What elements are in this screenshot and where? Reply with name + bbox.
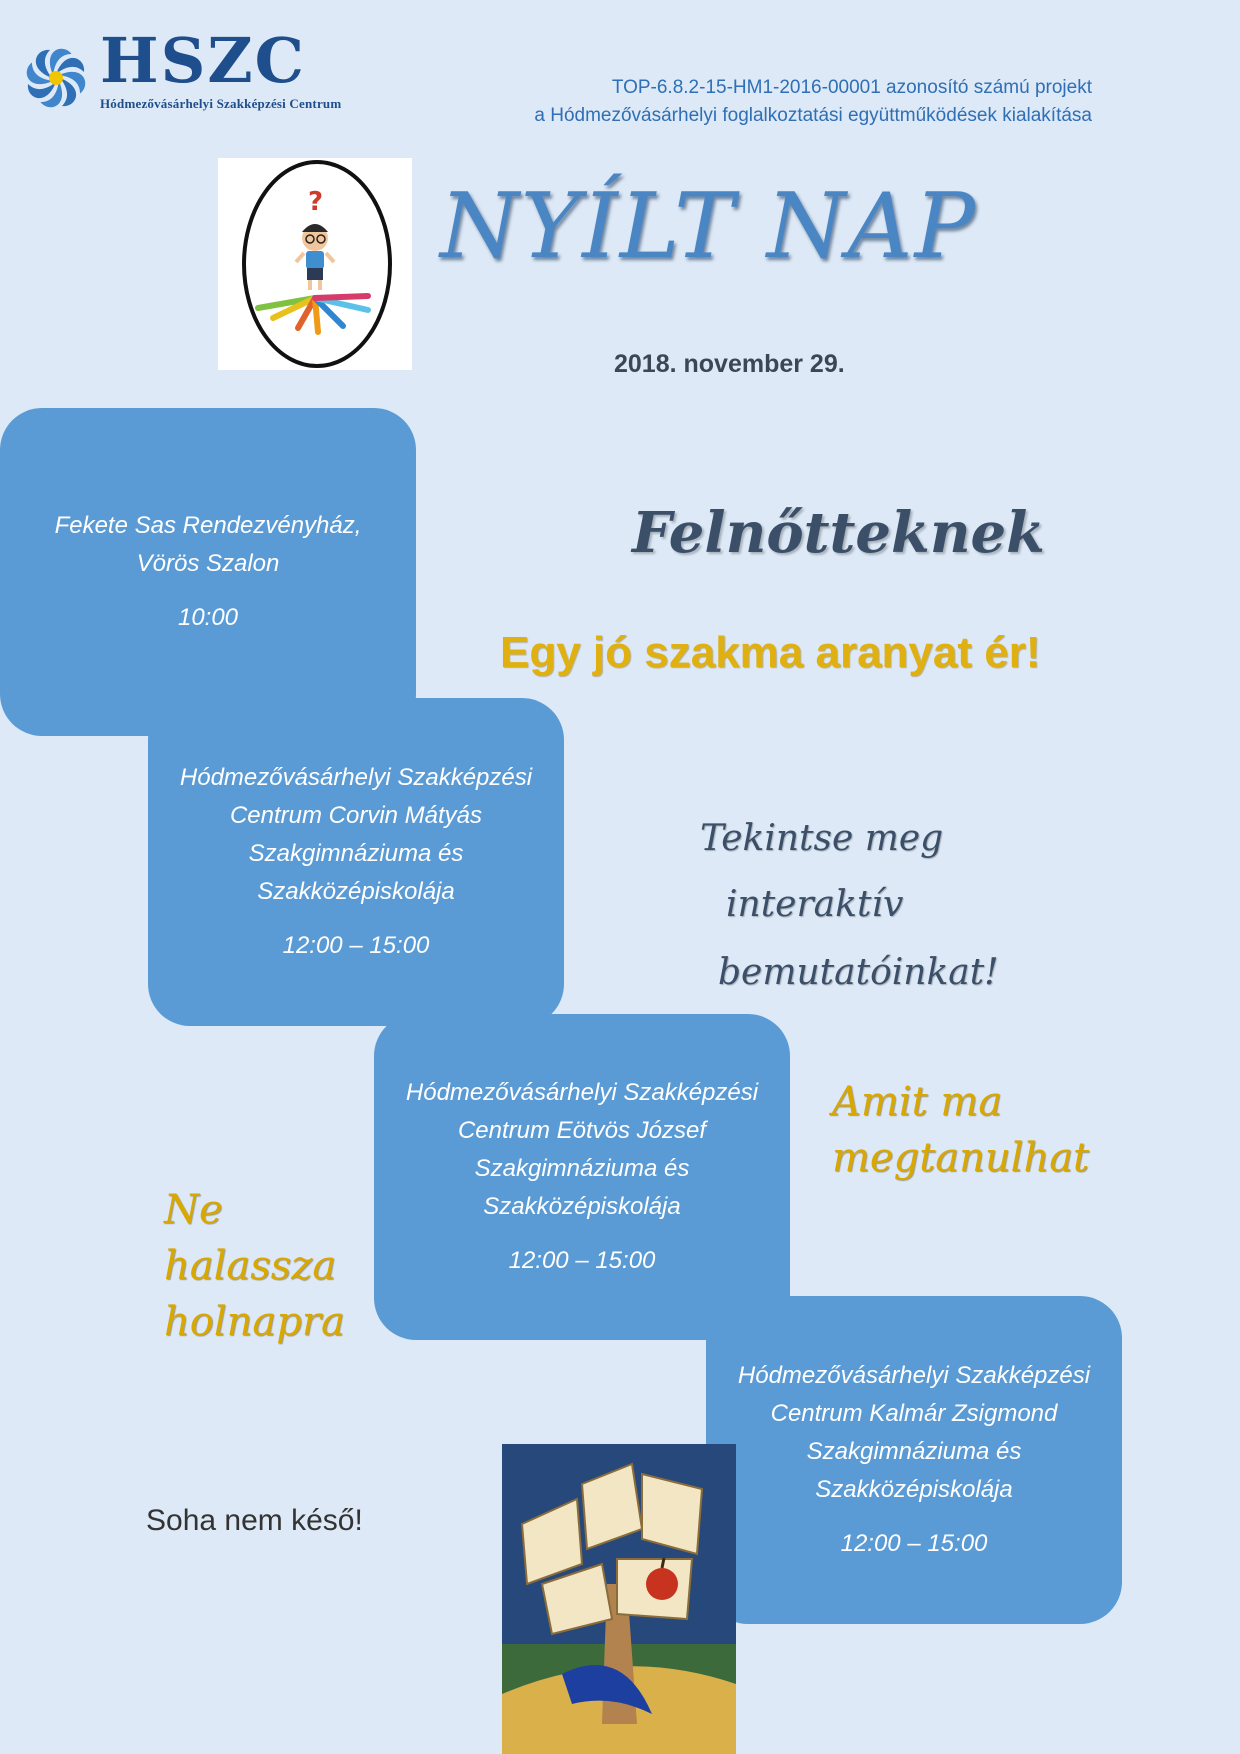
project-line-2: a Hódmezővásárhelyi foglalkoztatási együttműködések kialakítása — [534, 105, 1092, 126]
venue-box-2 — [148, 698, 564, 1026]
venue-name-line: Szakközépiskolája — [257, 878, 455, 905]
postpone-text — [164, 1182, 345, 1350]
hszc-swirl-icon — [20, 42, 92, 114]
venue-time: 12:00 – 15:00 — [840, 1530, 988, 1557]
project-line-1: TOP-6.8.2-15-HM1-2016-00001 azonosító számú projekt — [611, 77, 1092, 98]
logo-name: HSZC — [100, 24, 306, 97]
venue-name-line: Hódmezővásárhelyi Szakképzési — [737, 1362, 1091, 1389]
venue-name-line: Centrum Corvin Mátyás — [229, 802, 483, 829]
venue-box-4 — [706, 1296, 1122, 1624]
logo-subtitle: Hódmezővásárhelyi Szakképzési Centrum — [100, 96, 342, 111]
slogan: Egy jó szakma aranyat ér! — [500, 628, 1041, 677]
audience-heading: Felnőtteknek — [632, 500, 1045, 566]
venue-name-line: Szakgimnáziuma és — [474, 1155, 690, 1182]
postpone-line: halassza — [164, 1243, 337, 1289]
learn-text — [832, 1074, 1089, 1186]
venue-box-3 — [374, 1014, 790, 1340]
venue-name-line: Hódmezővásárhelyi Szakképzési — [179, 764, 533, 791]
venue-name-line: Hódmezővásárhelyi Szakképzési — [405, 1079, 759, 1106]
invite-line-3: bemutatóinkat! — [718, 952, 999, 993]
venue-box-1 — [0, 408, 416, 736]
venue-name-line: Vörös Szalon — [136, 550, 280, 577]
venue-name-line: Szakgimnáziuma és — [248, 840, 464, 867]
venue-name-line: Centrum Kalmár Zsigmond — [770, 1400, 1058, 1427]
venue-time: 10:00 — [177, 604, 239, 631]
svg-text:?: ? — [308, 187, 324, 217]
postpone-line: holnapra — [164, 1299, 345, 1345]
project-info — [534, 74, 1092, 130]
book-tree-illustration — [502, 1444, 736, 1754]
venue-time: 12:00 – 15:00 — [508, 1247, 656, 1274]
event-title: NYÍLT NAP — [440, 174, 978, 279]
confused-person-illustration — [218, 158, 412, 370]
venue-name-line: Centrum Eötvös József — [457, 1117, 707, 1144]
never-late-text: Soha nem késő! — [146, 1504, 363, 1537]
invite-line-1: Tekintse meg — [700, 818, 944, 859]
venue-name-line: Fekete Sas Rendezvényház, — [54, 512, 362, 539]
event-date: 2018. november 29. — [614, 350, 845, 378]
learn-line: Amit ma — [832, 1079, 1003, 1125]
venue-name-line: Szakgimnáziuma és — [806, 1438, 1022, 1465]
venue-name-line: Szakközépiskolája — [815, 1476, 1013, 1503]
venue-name-line: Szakközépiskolája — [483, 1193, 681, 1220]
venue-time: 12:00 – 15:00 — [282, 932, 430, 959]
invite-line-2: interaktív — [726, 884, 904, 925]
postpone-line: Ne — [164, 1187, 223, 1233]
learn-line: megtanulhat — [832, 1135, 1090, 1181]
